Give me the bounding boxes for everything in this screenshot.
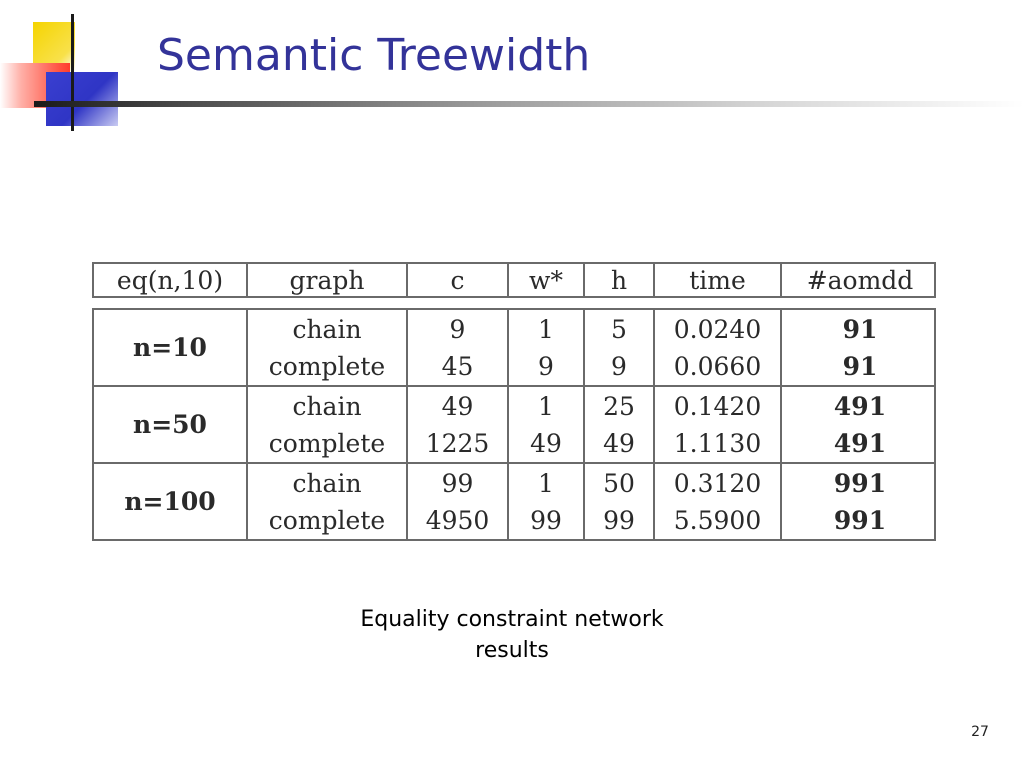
w-cell: 1 9 <box>507 310 583 385</box>
header-c: c <box>406 264 507 296</box>
logo-blue-square <box>46 72 118 126</box>
title-underline <box>34 101 1024 107</box>
h-cell: 5 9 <box>583 310 653 385</box>
header-w: w* <box>507 264 583 296</box>
header-graph: graph <box>246 264 406 296</box>
logo-vertical-line <box>71 14 74 131</box>
graph-cell: chain complete <box>246 387 406 462</box>
table-caption <box>312 604 712 666</box>
page-number: 27 <box>971 724 989 740</box>
caption-line-1: Equality constraint network <box>360 607 664 632</box>
aomdd-cell: 491 491 <box>780 387 938 462</box>
time-cell: 0.0240 0.0660 <box>653 310 780 385</box>
slide-title: Semantic Treewidth <box>157 30 591 81</box>
caption-line-2: results <box>475 638 549 663</box>
group-label: n=100 <box>124 487 216 516</box>
results-table <box>92 262 936 541</box>
corner-logo <box>0 0 140 140</box>
aomdd-cell: 91 91 <box>780 310 938 385</box>
time-cell: 0.1420 1.1130 <box>653 387 780 462</box>
header-time: time <box>653 264 780 296</box>
w-cell: 1 49 <box>507 387 583 462</box>
c-cell: 49 1225 <box>406 387 507 462</box>
graph-cell: chain complete <box>246 464 406 539</box>
header-aomdd: #aomdd <box>780 264 938 296</box>
group-label: n=10 <box>133 333 207 362</box>
table-body <box>92 308 936 541</box>
graph-cell: chain complete <box>246 310 406 385</box>
w-cell: 1 99 <box>507 464 583 539</box>
group-label: n=50 <box>133 410 207 439</box>
header-eq: eq(n,10) <box>116 265 224 295</box>
h-cell: 25 49 <box>583 387 653 462</box>
c-cell: 9 45 <box>406 310 507 385</box>
table-header-row <box>92 262 936 298</box>
aomdd-cell: 991 991 <box>780 464 938 539</box>
table-group-n10 <box>94 310 934 387</box>
header-h: h <box>583 264 653 296</box>
table-group-n100 <box>94 464 934 539</box>
time-cell: 0.3120 5.5900 <box>653 464 780 539</box>
h-cell: 50 99 <box>583 464 653 539</box>
table-group-n50 <box>94 387 934 464</box>
c-cell: 99 4950 <box>406 464 507 539</box>
